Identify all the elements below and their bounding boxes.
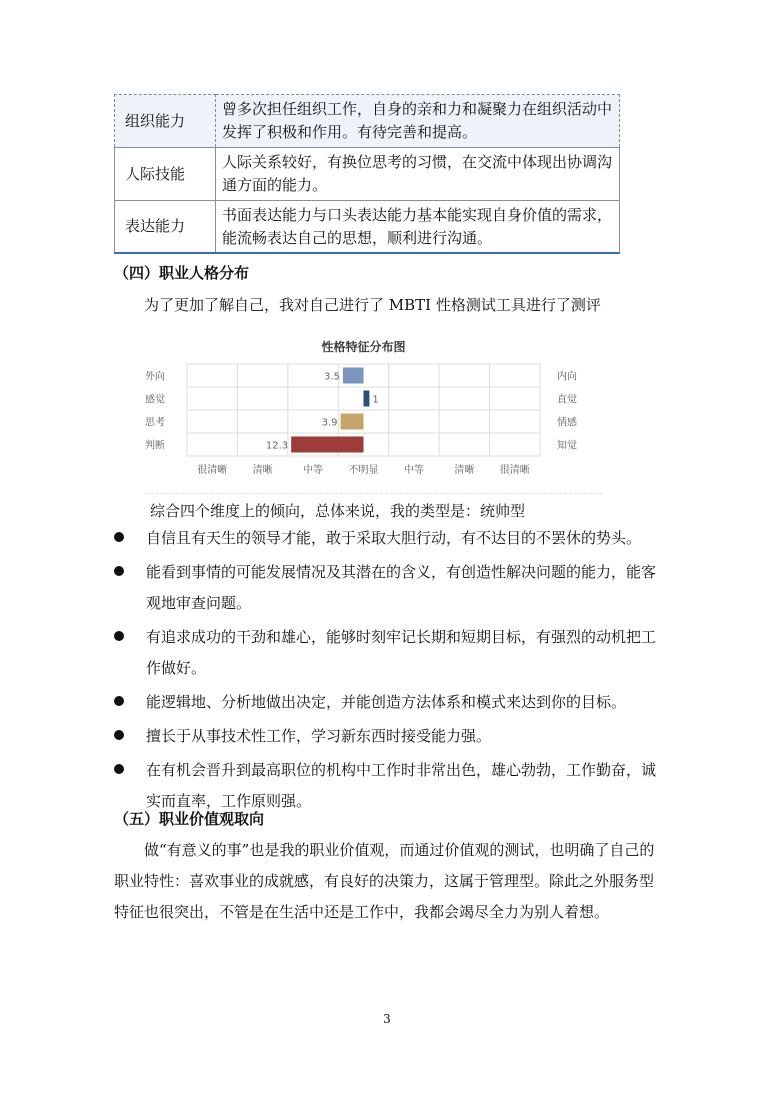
intro-paragraph: 为了更加了解自己，我对自己进行了 MBTI 性格测试工具进行了测评	[144, 296, 601, 314]
list-item	[114, 557, 664, 619]
table-row	[115, 148, 620, 201]
chart-data-label: 3.9	[321, 417, 338, 429]
chart-tick-label: 不明显	[348, 465, 379, 476]
list-item-text: 自信且有天生的领导才能，敢于采取大胆行动，有不达目的不罢休的势头。	[146, 529, 642, 547]
chart-divider	[146, 493, 602, 494]
chart-data-label: 1	[372, 394, 379, 406]
bullet-icon	[114, 764, 124, 774]
page-number: 3	[383, 1012, 391, 1026]
list-item	[114, 721, 664, 752]
chart-tick-label: 中等	[403, 465, 424, 476]
chart-bar	[341, 414, 364, 430]
chart-category-left: 判断	[145, 440, 165, 452]
table-row	[115, 201, 620, 254]
chart-data-label: 3.5	[324, 371, 340, 383]
ability-desc: 曾多次担任组织工作，自身的亲和力和凝聚力在组织活动中发挥了积极和作用。有待完善和提高。	[216, 95, 620, 148]
list-item	[114, 523, 664, 554]
bullet-icon	[114, 532, 124, 542]
values-paragraph: 做“有意义的事”也是我的职业价值观，而通过价值观的测试，也明确了自己的职业特性：喜欢事业的成就感，有良好的决策力，这属于管理型。除此之外服务型特征也很突出，不管是在生活中还是工作中，我都会竭尽全力为别人着想。	[114, 841, 655, 921]
chart-bar	[343, 368, 364, 384]
ability-desc: 人际关系较好，有换位思考的习惯，在交流中体现出协调沟通方面的能力。	[216, 148, 620, 201]
chart-category-right: 内向	[557, 371, 577, 383]
chart-tick-label: 很清晰	[499, 465, 530, 476]
list-item-text: 在有机会晋升到最高职位的机构中工作时非常出色，雄心勃勃，工作勤奋，诚实而直率，工作原则强。	[146, 761, 657, 810]
bullet-icon	[114, 631, 124, 641]
ability-desc: 书面表达能力与口头表达能力基本能实现自身价值的需求，能流畅表达自己的思想，顺利进行沟通。	[216, 201, 620, 254]
chart-category-right: 直觉	[557, 394, 577, 406]
list-item-text: 有追求成功的干劲和雄心，能够时刻牢记长期和短期目标，有强烈的动机把工作做好。	[146, 628, 657, 677]
chart-bar	[291, 437, 363, 453]
list-item-text: 能逻辑地、分析地做出决定，并能创造方法体系和模式来达到你的目标。	[146, 693, 627, 711]
type-summary: 综合四个维度上的倾向，总体来说，我的类型是：统帅型	[150, 502, 526, 520]
chart-category-right: 情感	[557, 417, 577, 429]
ability-name: 组织能力	[115, 95, 216, 148]
ability-name: 人际技能	[115, 148, 216, 201]
bullet-icon	[114, 730, 124, 740]
section-heading-values: （五）职业价值观取向	[114, 810, 265, 828]
chart-tick-label: 清晰	[454, 465, 475, 476]
chart-title: 性格特征分布图	[321, 340, 406, 354]
bullet-icon	[114, 696, 124, 706]
table-row	[115, 95, 620, 148]
trait-list	[114, 523, 664, 820]
list-item-text: 擅长于从事技术性工作，学习新东西时接受能力强。	[146, 727, 492, 745]
list-item	[114, 687, 664, 718]
list-item-text: 能看到事情的可能发展情况及其潜在的含义，有创造性解决问题的能力，能客观地审查问题。	[146, 563, 657, 612]
list-item	[114, 622, 664, 684]
chart-category-left: 外向	[145, 371, 165, 383]
chart-tick-label: 中等	[303, 465, 324, 476]
chart-bar	[364, 391, 370, 407]
chart-category-right: 知觉	[557, 440, 577, 452]
chart-tick-label: 很清晰	[197, 465, 228, 476]
chart-data-label: 12.3	[265, 440, 289, 452]
ability-table	[114, 94, 620, 254]
chart-tick-label: 清晰	[252, 465, 273, 476]
chart-category-left: 感觉	[145, 394, 165, 406]
chart-category-left: 思考	[145, 417, 165, 429]
personality-chart	[140, 334, 600, 484]
bullet-icon	[114, 566, 124, 576]
ability-name: 表达能力	[115, 201, 216, 254]
section-heading-personality: （四）职业人格分布	[114, 264, 250, 282]
